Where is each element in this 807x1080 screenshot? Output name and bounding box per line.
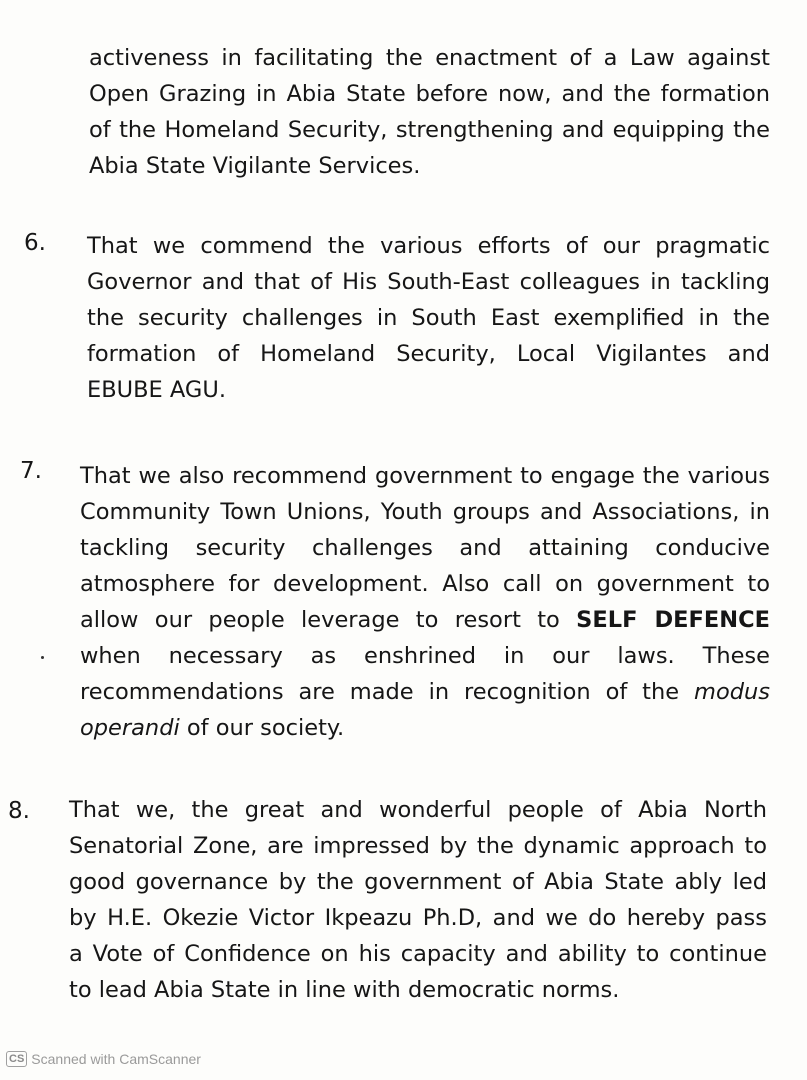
text-line: That we, the great and wonderful people of Abia North [69, 797, 767, 823]
italic-text: operandi [80, 715, 180, 741]
text-fragment: allow our people leverage to resort to [80, 607, 577, 633]
text-line: good governance by the government of Abia State ably led [69, 869, 767, 895]
text-fragment: recommendations are made in recognition of the [80, 679, 695, 705]
text-line: Senatorial Zone, are impressed by the dynamic approach to [69, 833, 767, 859]
scanner-watermark [6, 1051, 201, 1067]
text-line: atmosphere for development. Also call on government to [80, 571, 770, 597]
bold-text: SELF DEFENCE [576, 607, 770, 633]
text-line: a Vote of Confidence on his capacity and ability to continue [69, 941, 767, 967]
text-line: Community Town Unions, Youth groups and Associations, in [80, 499, 770, 525]
watermark-text: Scanned with CamScanner [31, 1051, 201, 1067]
text-line: by H.E. Okezie Victor Ikpeazu Ph.D, and we do hereby pass [69, 905, 767, 931]
text-line: to lead Abia State in line with democratic norms. [69, 977, 620, 1003]
item-6-number: 6. [24, 230, 46, 256]
stray-mark [41, 656, 44, 659]
text-line: That we also recommend government to engage the various [80, 463, 770, 489]
text-line: Abia State Vigilante Services. [89, 153, 421, 179]
camscanner-logo: CS [6, 1051, 27, 1067]
text-line: EBUBE AGU. [87, 377, 226, 403]
text-line: That we commend the various efforts of our pragmatic [87, 233, 770, 259]
item-7-paragraph [80, 458, 770, 746]
text-line [80, 602, 770, 638]
text-line: of the Homeland Security, strengthening and equipping the [89, 117, 770, 143]
continuation-paragraph [89, 40, 770, 184]
text-line: formation of Homeland Security, Local Vigilantes and [87, 341, 770, 367]
text-line: Governor and that of His South-East colleagues in tackling [87, 269, 770, 295]
text-line [80, 710, 770, 746]
text-line: activeness in facilitating the enactment of a Law against [89, 45, 770, 71]
item-7-number: 7. [20, 458, 42, 484]
text-line: Open Grazing in Abia State before now, and the formation [89, 81, 770, 107]
text-line: when necessary as enshrined in our laws. These [80, 643, 770, 669]
text-line [80, 674, 770, 710]
italic-text: modus [694, 679, 770, 705]
item-8-paragraph [69, 792, 767, 1008]
text-fragment: of our society. [179, 715, 345, 741]
item-8-number: 8. [8, 798, 30, 824]
text-line: tackling security challenges and attaining conducive [80, 535, 770, 561]
text-line: the security challenges in South East exemplified in the [87, 305, 770, 331]
item-6-paragraph [87, 228, 770, 408]
